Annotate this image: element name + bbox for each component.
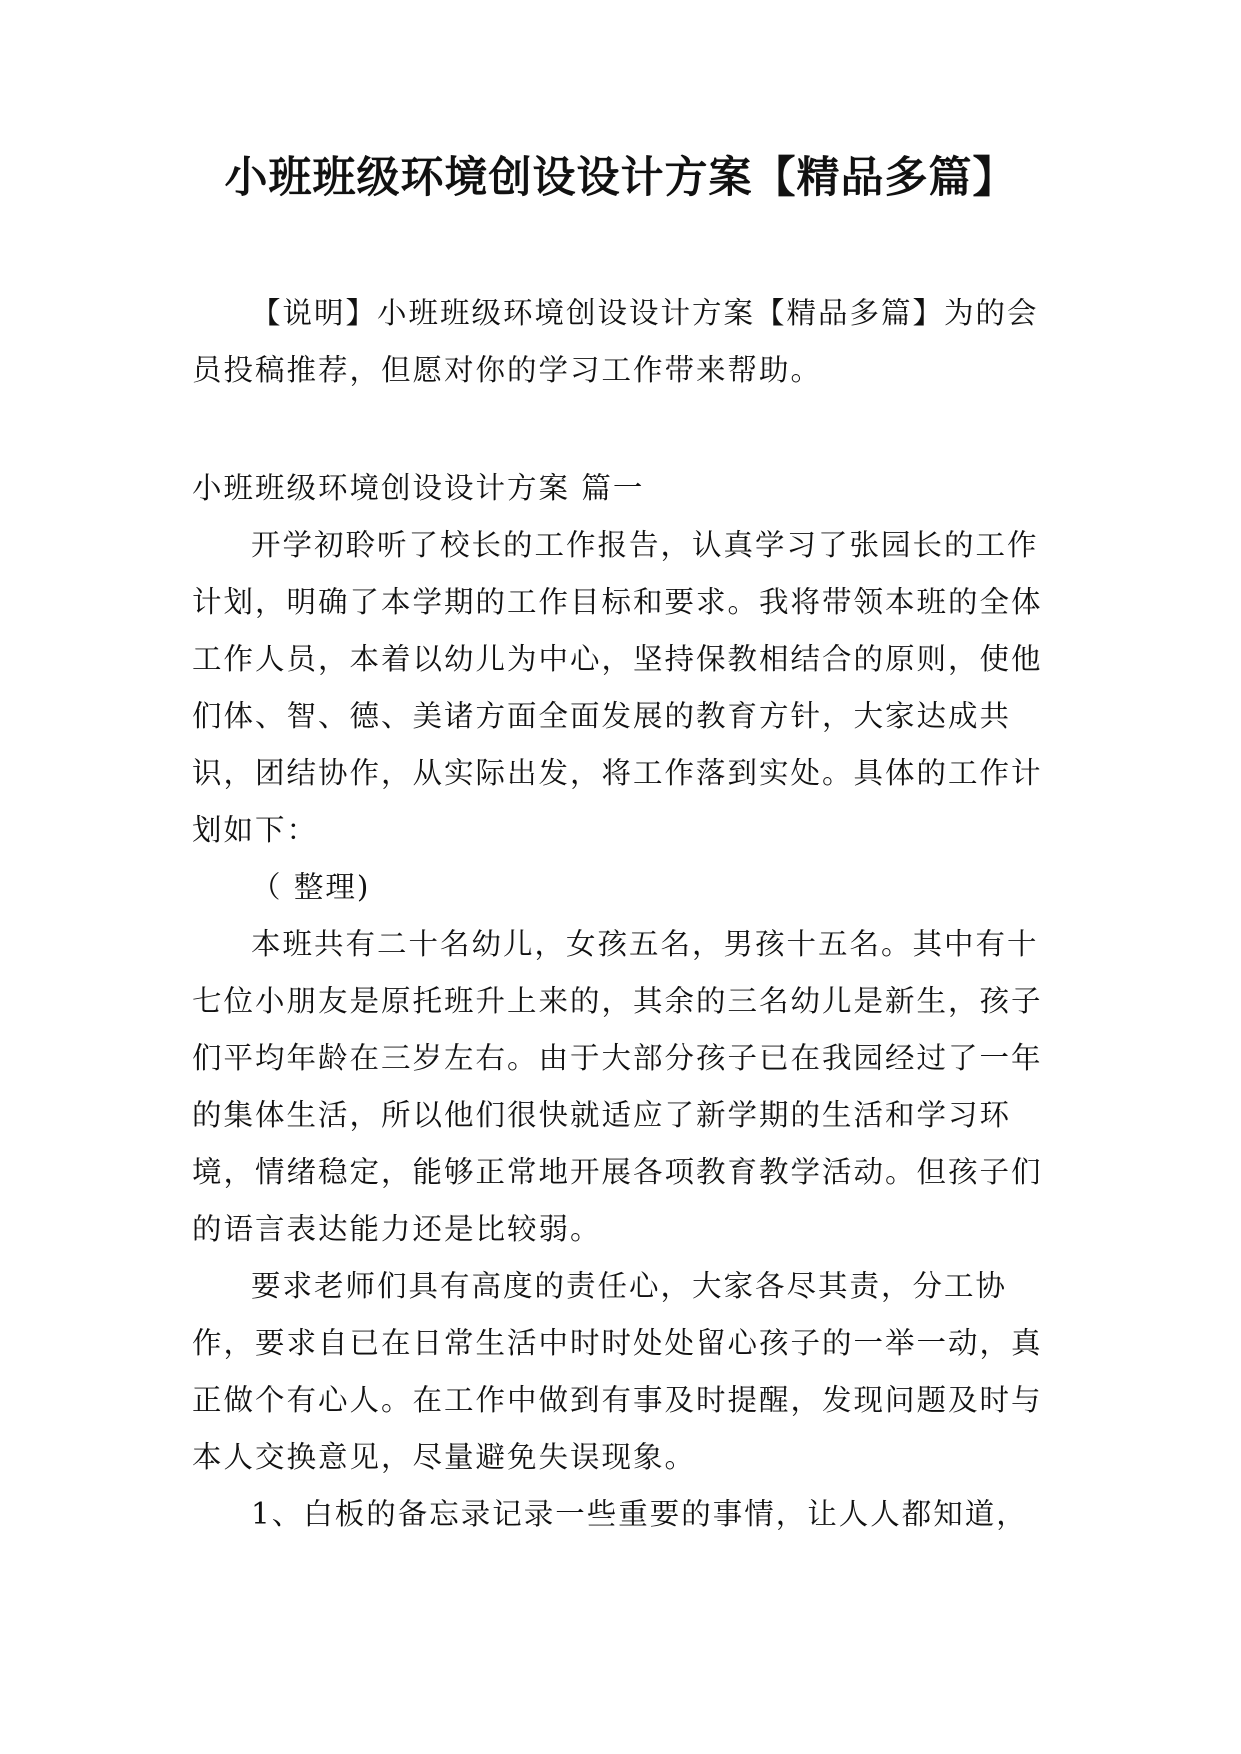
document-title: 小班班级环境创设设计方案【精品多篇】 <box>224 153 1017 203</box>
paragraph: 1、白板的备忘录记录一些重要的事情，让人人都知道， <box>251 1497 1028 1531</box>
paragraph: 本班共有二十名幼儿，女孩五名，男孩十五名。其中有十七位小朋友是原托班升上来的，其余的三名幼儿是新生，孩子们平均年龄在三岁左右。由于大部分孩子已在我园经过了一年的集体生活，所以他们很快就适应了新学期的生活和学习环境，情绪稳定，能够正常地开展各项教育教学活动。但孩子们的语言表达能力还是比较弱。 <box>192 927 1043 1246</box>
note-paragraph: 【说明】小班班级环境创设设计方案【精品多篇】为的会员投稿推荐，但愿对你的学习工作带来帮助。 <box>192 296 1039 387</box>
document-content <box>192 460 1050 1543</box>
paragraph-subheading: （ 整理) <box>251 870 371 904</box>
paragraph: 要求老师们具有高度的责任心，大家各尽其责，分工协作，要求自已在日常生活中时时处处留心孩子的一举一动，真正做个有心人。在工作中做到有事及时提醒，发现问题及时与本人交换意见，尽量避免失误现象。 <box>192 1269 1043 1474</box>
document-note <box>192 285 1050 399</box>
section-heading: 小班班级环境创设设计方案 篇一 <box>192 471 645 505</box>
paragraph: 开学初聆听了校长的工作报告，认真学习了张园长的工作计划，明确了本学期的工作目标和要求。我将带领本班的全体工作人员，本着以幼儿为中心，坚持保教相结合的原则，使他们体、智、德、美诸方面全面发展的教育方针，大家达成共识，团结协作，从实际出发，将工作落到实处。具体的工作计划如下： <box>192 528 1043 847</box>
